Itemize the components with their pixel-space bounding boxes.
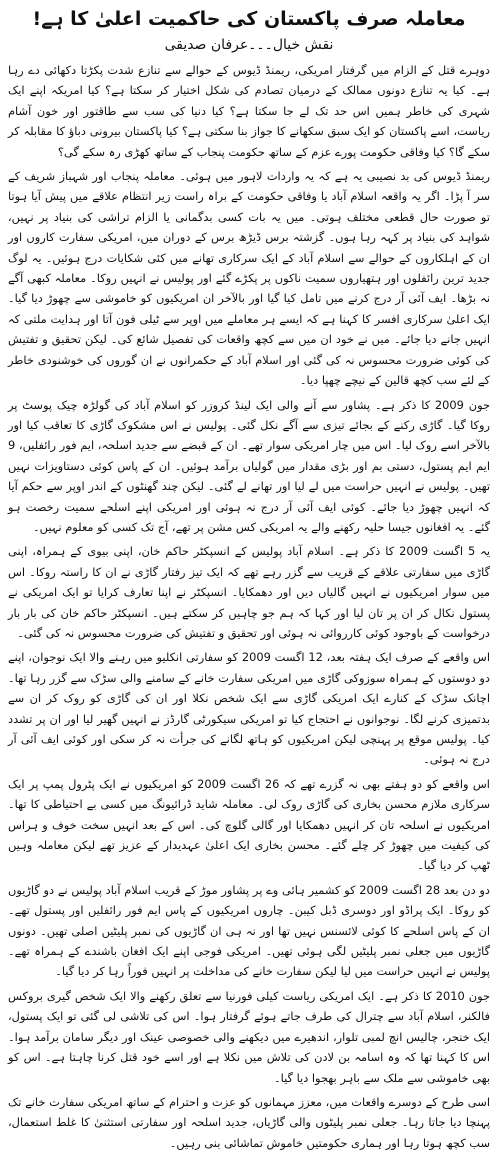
- paragraph-5: اس واقعے کے صرف ایک ہفتہ بعد، 12 اگست 2009 کو سفارتی انکلیو میں رہنے والا ایک نوجوان، اپنے دو دوستوں کے ہمراہ سوزوکی گاڑی میں امریکی سفارت خانے کے سامنے والی سڑک سے گزر رہا تھا۔ اچانک سڑک کے کنارے ایک امریکی گاڑی سے ایک شخص نکلا اور ان کی گاڑی کو روک کر ان سے بدتمیزی کرنے لگا۔ نوجوانوں نے احتجاج کیا تو امریکی سیکورٹی گارڈز نے انہیں گھیر لیا اور ان پر تشدد کیا۔ پولیس موقع پر پہنچی لیکن امریکیوں کو ہاتھ لگانے کی جرأت نہ کر سکی اور کوئی ایف آئی آر درج نہ ہوئی۔: [8, 650, 490, 767]
- paragraph-1: دوہرے قتل کے الزام میں گرفتار امریکی، ریمنڈ ڈیوس کے حوالے سے تنازع شدت پکڑتا دکھائی دے رہا ہے۔ کیا یہ تنازع دونوں ممالک کے درمیان تصادم کی شکل اختیار کر سکتا ہے؟ کیا امریکہ اپنے ایک شہری کی خاطر ہمیں اس حد تک لے جا سکتا ہے؟ کیا دنیا کی سب سے طاقتور اور خون آشام ریاست، اسے پاکستان کو ایک سبق سکھانے کا جواز بنا سکتی ہے؟ کیا پاکستان بیرونی دباؤ کا مقابلہ کر سکے گا؟ کیا وفاقی حکومت پورے عزم کے ساتھ حکومت پنجاب کے ساتھ کھڑی رہ سکے گی؟: [8, 63, 490, 159]
- paragraph-7: دو دن بعد 28 اگست 2009 کو کشمیر ہائی وے پر پشاور موڑ کے قریب اسلام آباد پولیس نے دو گاڑیوں کو روکا۔ ایک پراڈو اور دوسری ڈبل کیبن۔ چاروں امریکیوں کے پاس ایم فور رائفلیں اور پستول تھے۔ ان کے پاس اسلحے کا کوئی لائسنس نہیں تھا اور نہ ہی ان گاڑیوں کی نمبر پلیٹیں اصلی تھیں۔ دونوں گاڑیوں میں جعلی نمبر پلیٹیں لگی ہوئی تھیں۔ امریکی فوجی اپنے ایک افغان باشندے کے ہمراہ تھے۔ پولیس نے انہیں حراست میں لیا لیکن سفارت خانے کی مداخلت پر انہیں فوراً رہا کر دیا گیا۔: [8, 882, 490, 979]
- byline: نقش خیال۔۔۔عرفان صدیقی: [164, 37, 334, 53]
- paragraph-9: اسی طرح کے دوسرے واقعات میں، معزز مہمانوں کو عزت و احترام کے ساتھ امریکی سفارت خانے تک پہنچا دیا جاتا رہا۔ جعلی نمبر پلیٹوں والی گاڑیاں، جدید اسلحہ اور سفارتی استثنیٰ کا غلط استعمال، سب کچھ ہوتا رہا اور ہماری حکومتیں خاموش تماشائی بنی رہیں۔: [8, 1094, 490, 1150]
- paragraph-8: جون 2010 کا ذکر ہے۔ ایک امریکی ریاست کیلی فورنیا سے تعلق رکھنے والا ایک شخص گیری بروکس فالکنر، اسلام آباد سے چترال کی طرف جاتے ہوئے گرفتار ہوا۔ اس کی تلاشی لی گئی تو ایک پستول، ایک خنجر، چالیس انچ لمبی تلوار، اندھیرے میں دیکھنے والی خصوصی عینک اور دیگر سامان برآمد ہوا۔ اس کا کہنا تھا کہ وہ اسامہ بن لادن کی تلاش میں نکلا ہے اور اسے خود قتل کرنا چاہتا ہے۔ اس کو بھی خاموشی سے ملک سے باہر بھجوا دیا گیا۔: [8, 988, 490, 1085]
- paragraph-6: اس واقعے کو دو ہفتے بھی نہ گزرے تھے کہ 26 اگست 2009 کو امریکیوں نے ایک پٹرول پمپ پر ایک سرکاری ملازم محسن بخاری کی گاڑی روک لی۔ معاملہ شاید ڈرائیونگ میں کسی بے احتیاطی کا تھا۔ امریکیوں نے اسلحہ تان کر انہیں دھمکایا اور گالی گلوچ کی۔ اس کے بعد انہیں سخت خوف و ہراس کی کیفیت میں چھوڑ کر چلے گئے۔ محسن بخاری ایک اعلیٰ عہدیدار کے عزیز تھے لیکن معاملہ وہیں ٹھپ کر دیا گیا۔: [8, 776, 490, 873]
- headline: معاملہ صرف پاکستان کی حاکمیت اعلیٰ کا ہے!: [32, 8, 466, 30]
- paragraph-4: یہ 5 اگست 2009 کا ذکر ہے۔ اسلام آباد پولیس کے انسپکٹر حاکم خان، اپنی بیوی کے ہمراہ، اپنی گاڑی میں سفارتی علاقے کے قریب سے گزر رہے تھے کہ ایک تیز رفتار گاڑی نے ان کا راستہ روکا۔ اس میں سوار امریکیوں نے انہیں گالیاں دیں اور دھمکایا۔ انسپکٹر نے اپنا تعارف کرایا تو ایک امریکی نے پستول نکال کر ان پر تان لیا اور کہا کہ ہم جو چاہیں کر سکتے ہیں۔ انسپکٹر حاکم خان کی بار بار درخواست کے باوجود کوئی کارروائی نہ ہوئی اور تحقیق و تفتیش کی ضرورت محسوس نہ کی گئی۔: [8, 544, 490, 640]
- paragraph-2: ریمنڈ ڈیوس کی بد نصیبی یہ ہے کہ یہ واردات لاہور میں ہوئی۔ معاملہ پنجاب اور شہباز شریف کے سر آ پڑا۔ اگر یہ واقعہ اسلام آباد یا وفاقی حکومت کے براہ راست زیر انتظام علاقے میں پیش آیا ہوتا تو صورت حال قطعی مختلف ہوتی۔ میں یہ بات کسی بدگمانی یا الزام تراشی کی بنیاد پر نہیں، شواہد کی بنیاد پر کہہ رہا ہوں۔ گزشتہ برس ڈیڑھ برس کے دوران میں، امریکی سفارت کاروں اور ان کے اہلکاروں کے حوالے سے اسلام آباد کے ایک سرکاری تھانے میں کئی شکایات درج ہوئیں۔ یہ لوگ جدید ترین رائفلوں اور ہتھیاروں سمیت ناکوں پر پکڑے گئے اور پولیس نے انہیں روکا۔ معاملہ کبھی آگے نہ بڑھا۔ ایف آئی آر درج کرنے میں تامل کیا گیا اور بالآخر ان امریکیوں کو خاموشی سے چھوڑ دیا گیا۔ ایک اعلیٰ سرکاری افسر کا کہنا ہے کہ ایسے ہر معاملے میں اوپر سے ٹیلی فون آتا اور ہدایت ملتی کہ انہیں جانے دیا جائے۔ میں نے خود ان میں سے کچھ واقعات کی تفصیل شائع کی۔ لیکن تحقیق و تفتیش کی کوئی ضرورت محسوس نہ کی گئی اور اسلام آباد کے حکمرانوں نے ان گوروں کی خوشنودی خاطر کے لئے سب کچھ قالین کے نیچے چھپا دیا۔: [8, 169, 490, 388]
- paragraph-3: جون 2009 کا ذکر ہے۔ پشاور سے آنے والی ایک لینڈ کروزر کو اسلام آباد کی گولڑہ چیک پوسٹ پر روکا گیا۔ گاڑی رکنے کے بجائے تیزی سے آگے نکل گئی۔ پولیس نے اس مشکوک گاڑی کا تعاقب کیا اور بالآخر اسے روک لیا۔ اس میں چار امریکی سوار تھے۔ ان کے قبضے سے جدید اسلحہ، ایم فور رائفلیں، 9 ایم ایم پستول، دستی بم اور بڑی مقدار میں گولیاں برآمد ہوئیں۔ ان کے پاس کوئی دستاویزات نہیں تھیں۔ پولیس نے انہیں حراست میں لے لیا اور تھانے لے گئی۔ لیکن چند گھنٹوں کے اندر اوپر سے حکم آیا کہ انہیں چھوڑ دیا جائے۔ کوئی ایف آئی آر درج نہ ہوئی اور امریکی اپنے اسلحے سمیت رخصت ہو گئے۔ یہ افغانوں جیسا حلیہ رکھنے والے یہ امریکی کس مشن پر تھے، آج تک کسی کو معلوم نہیں۔: [8, 397, 491, 534]
